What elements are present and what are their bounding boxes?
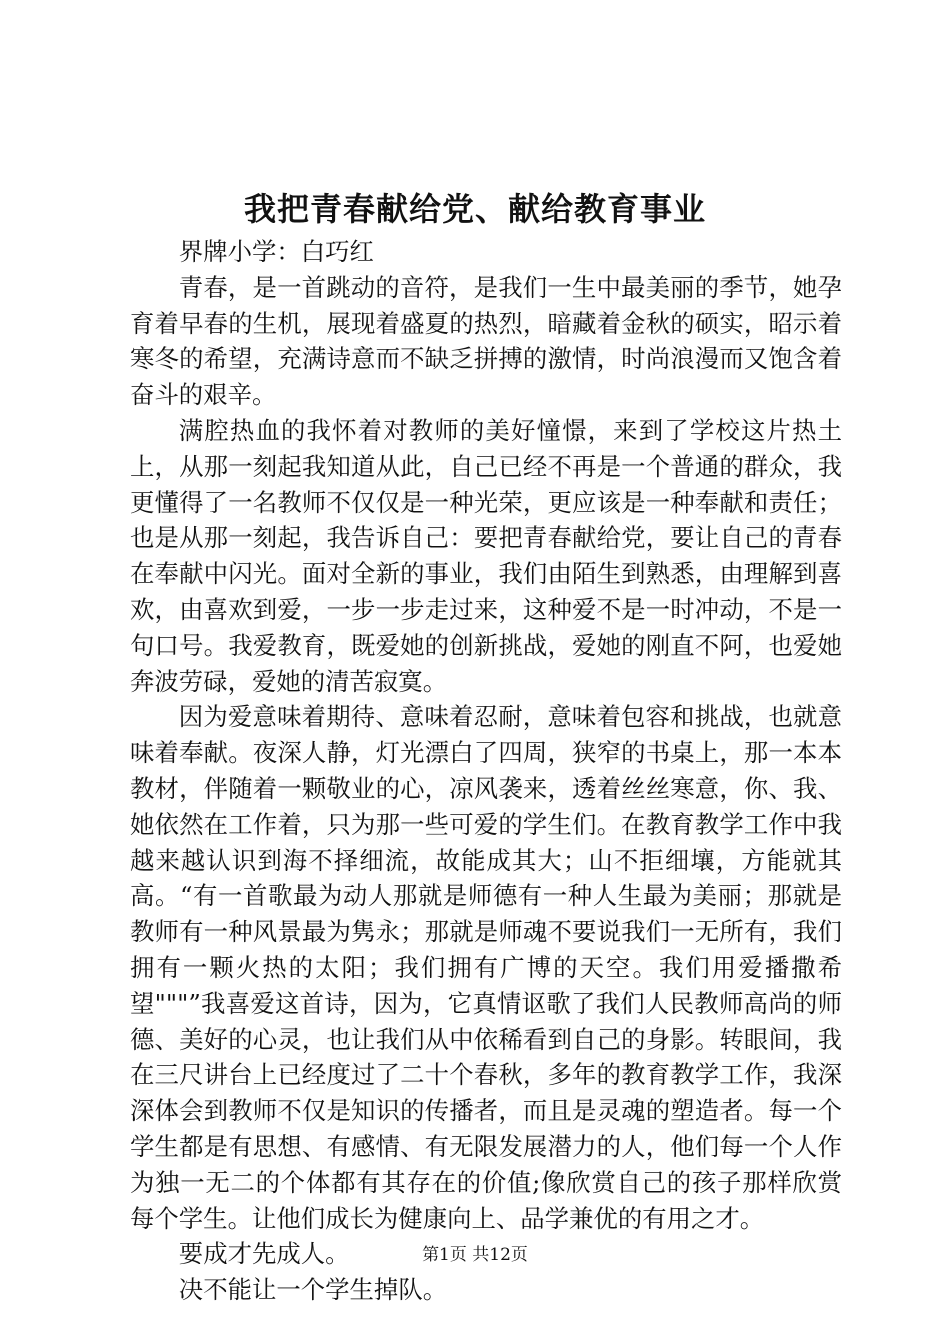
paragraph-3: 因为爱意味着期待、意味着忍耐，意味着包容和挑战，也就意味着奉献。夜深人静，灯光漂白了四周，狭窄的书桌上，那一本本教材，伴随着一颗敬业的心，凉风袭来，透着丝丝寒意，你、我、她依然在工作着，只为那一些可爱的学生们。在教育教学工作中我越来越认识到海不择细流，故能成其大；山不拒细壤，方能就其高。“有一首歌最为动人那就是师德有一种人生最为美丽；那就是教师有一种风景最为隽永；那就是师魂不要说我们一无所有，我们拥有一颗火热的太阳；我们拥有广博的天空。我们用爱播撒希望"""”我喜爱这首诗，因为，它真情讴歌了我们人民教师高尚的师德、美好的心灵，也让我们从中依稀看到自己的身影。转眼间，我在三尺讲台上已经度过了二十个春秋，多年的教育教学工作，我深深体会到教师不仅是知识的传播者，而且是灵魂的塑造者。每一个学生都是有思想、有感情、有无限发展潜力的人，他们每一个人作为独一无二的个体都有其存在的价值;像欣赏自己的孩子那样欣赏每个学生。让他们成长为健康向上、品学兼优的有用之才。 (130, 702, 842, 1233)
document-body (130, 234, 842, 1308)
paragraph-2: 满腔热血的我怀着对教师的美好憧憬，来到了学校这片热土上，从那一刻起我知道从此，自己已经不再是一个普通的群众，我更懂得了一名教师不仅仅是一种光荣，更应该是一种奉献和责任；也是从那一刻起，我告诉自己：要把青春献给党，要让自己的青春在奉献中闪光。面对全新的事业，我们由陌生到熟悉，由理解到喜欢，由喜欢到爱，一步一步走过来，这种爱不是一时冲动，不是一句口号。我爱教育，既爱她的创新挑战，爱她的刚直不阿，也爱她奔波劳碌，爱她的清苦寂寞。 (130, 415, 842, 696)
page-footer: 第1页 共12页 (422, 1245, 528, 1265)
paragraph-1: 青春，是一首跳动的音符，是我们一生中最美丽的季节，她孕育着早春的生机，展现着盛夏的热烈，暗藏着金秋的硕实，昭示着寒冬的希望，充满诗意而不缺乏拼搏的激情，时尚浪漫而又饱含着奋斗的艰辛。 (130, 272, 842, 410)
paragraph-4: 要成才先成人。 (178, 1239, 350, 1269)
paragraph-5: 决不能让一个学生掉队。 (178, 1275, 448, 1305)
document-title: 我把青春献给党、献给教育事业 (243, 190, 706, 228)
author-line: 界牌小学：白巧红 (178, 237, 374, 266)
